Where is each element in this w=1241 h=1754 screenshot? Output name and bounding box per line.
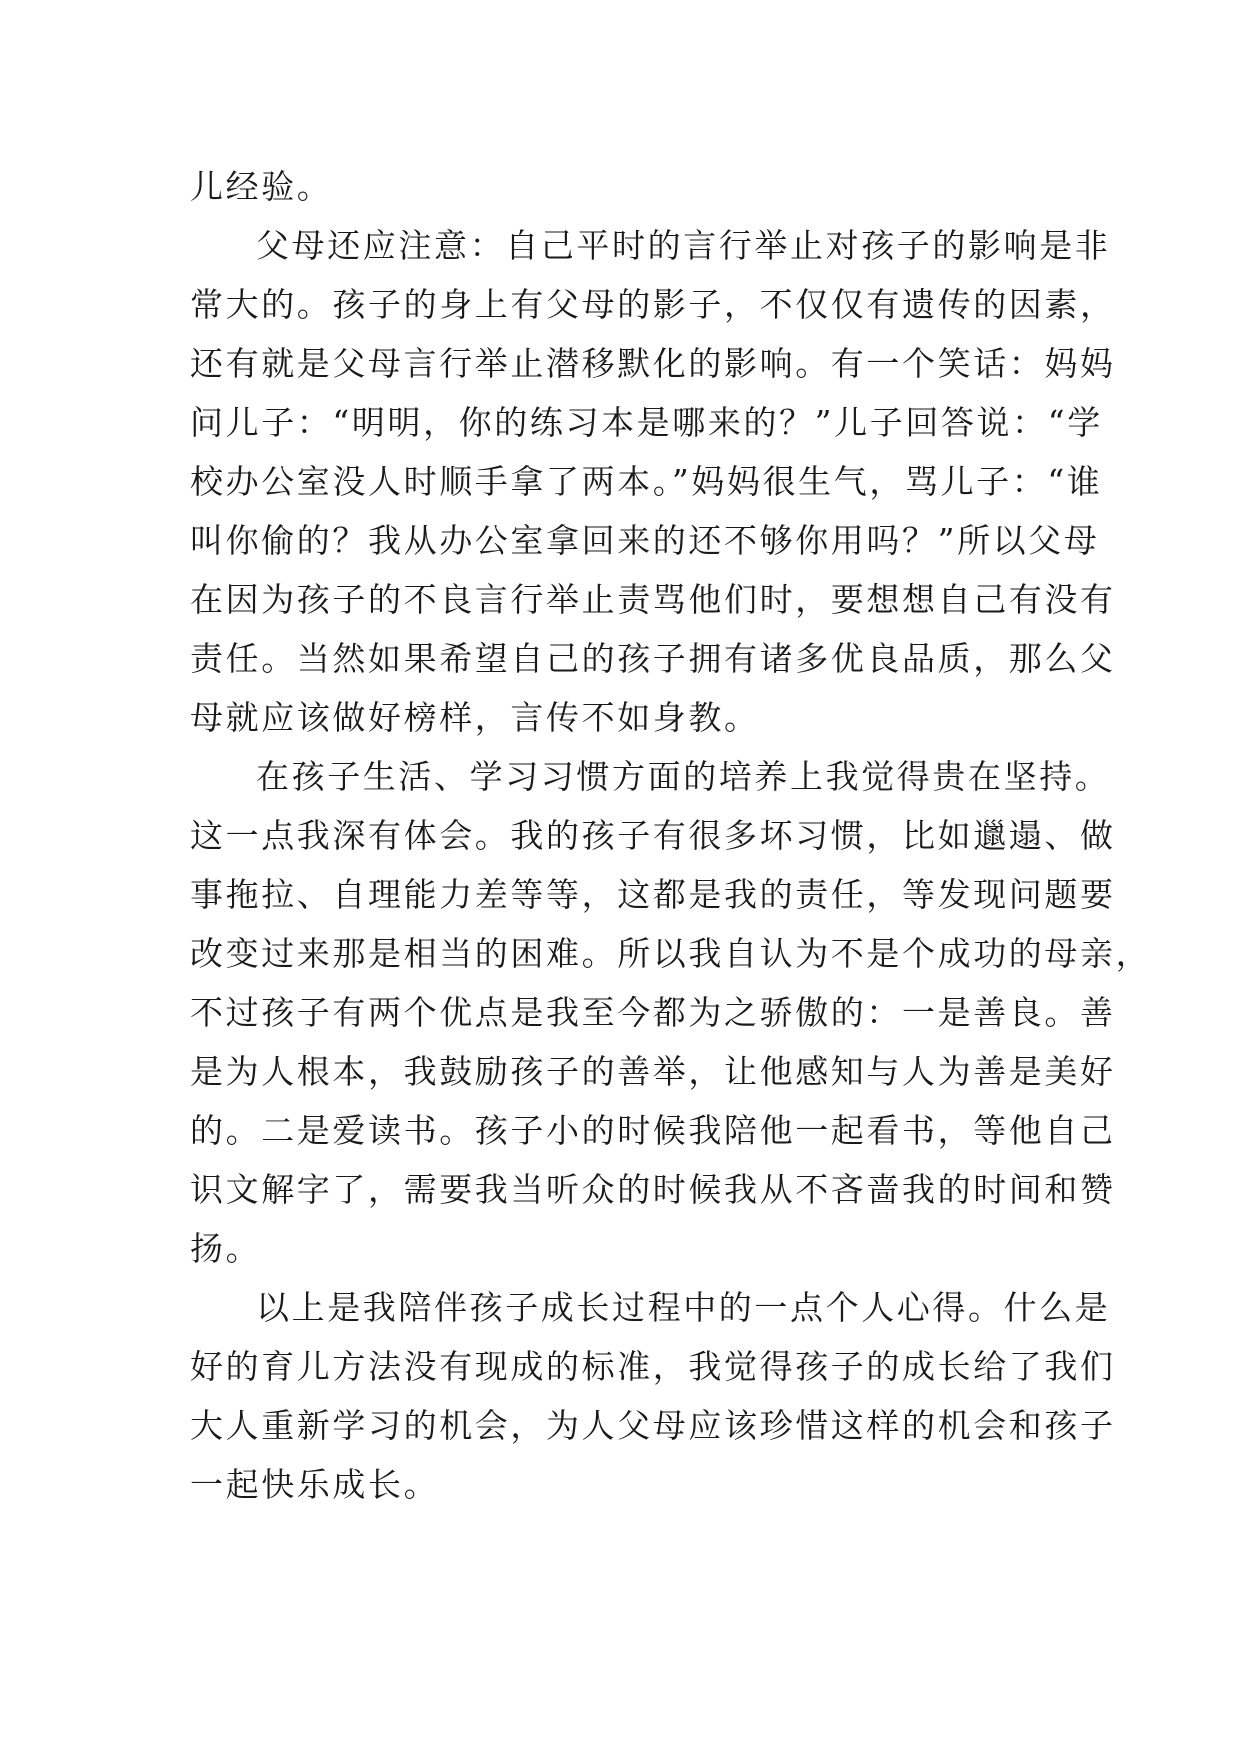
text-line: 在因为孩子的不良言行举止责骂他们时，要想想自己有没有	[190, 580, 1116, 619]
text-line: 是为人根本，我鼓励孩子的善举，让他感知与人为善是美好	[190, 1052, 1116, 1091]
text-line: 好的育儿方法没有现成的标准，我觉得孩子的成长给了我们	[190, 1347, 1116, 1386]
paragraph-first-line: 在孩子生活、学习习惯方面的培养上我觉得贵在坚持。	[256, 757, 1111, 796]
text-line: 这一点我深有体会。我的孩子有很多坏习惯，比如邋遢、做	[190, 816, 1116, 855]
paragraph-first-line: 父母还应注意：自己平时的言行举止对孩子的影响是非	[256, 226, 1111, 265]
text-line: 还有就是父母言行举止潜移默化的影响。有一个笑话：妈妈	[190, 344, 1116, 383]
text-line: 改变过来那是相当的困难。所以我自认为不是个成功的母亲，	[190, 934, 1152, 973]
text-line: 扬。	[190, 1229, 262, 1268]
text-line: 的。二是爱读书。孩子小的时候我陪他一起看书，等他自己	[190, 1111, 1116, 1150]
text-line: 不过孩子有两个优点是我至今都为之骄傲的：一是善良。善	[190, 993, 1116, 1032]
text-line: 校办公室没人时顺手拿了两本。”妈妈很生气，骂儿子：“谁	[190, 462, 1103, 501]
text-line: 一起快乐成长。	[190, 1465, 440, 1504]
text-line: 问儿子：“明明，你的练习本是哪来的？”儿子回答说：“学	[190, 403, 1103, 442]
paragraph-first-line: 以上是我陪伴孩子成长过程中的一点个人心得。什么是	[256, 1288, 1111, 1327]
text-line: 叫你偷的？我从办公室拿回来的还不够你用吗？”所以父母	[190, 521, 1100, 560]
text-line: 母就应该做好榜样，言传不如身教。	[190, 698, 760, 737]
text-line: 责任。当然如果希望自己的孩子拥有诸多优良品质，那么父	[190, 639, 1116, 678]
text-line: 常大的。孩子的身上有父母的影子，不仅仅有遗传的因素，	[190, 285, 1116, 324]
text-line: 大人重新学习的机会，为人父母应该珍惜这样的机会和孩子	[190, 1406, 1116, 1445]
text-line: 儿经验。	[190, 167, 333, 206]
text-line: 识文解字了，需要我当听众的时候我从不吝啬我的时间和赞	[190, 1170, 1116, 1209]
text-line: 事拖拉、自理能力差等等，这都是我的责任，等发现问题要	[190, 875, 1116, 914]
